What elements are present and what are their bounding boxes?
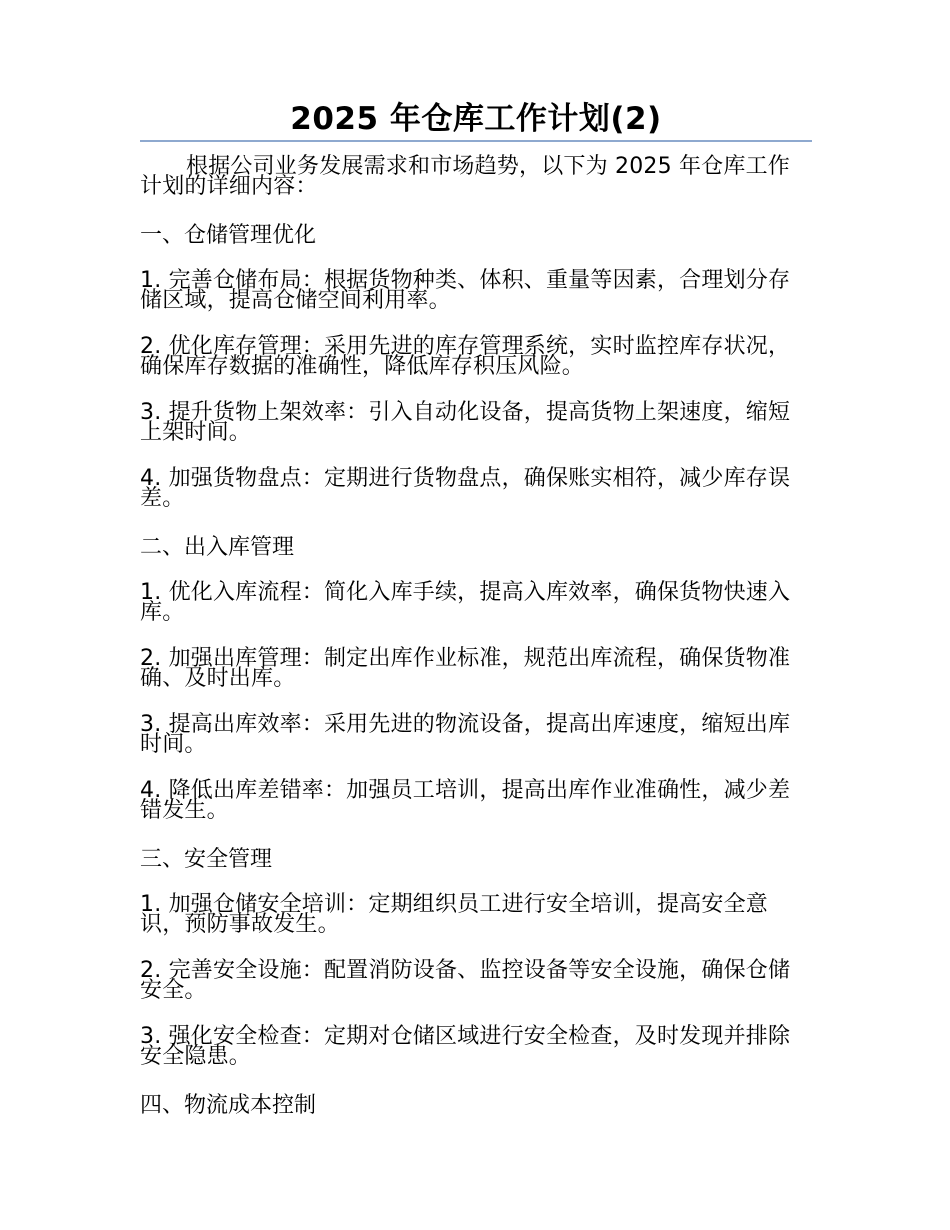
intro-paragraph: 根据公司业务发展需求和市场趋势，以下为 2025 年仓库工作计划的详细内容： <box>140 154 790 199</box>
document-title: 2025 年仓库工作计划(2) <box>290 101 662 137</box>
section-heading: 一、仓储管理优化 <box>140 223 317 248</box>
section-item: 3. 强化安全检查：定期对仓储区域进行安全检查，及时发现并排除安全隐患。 <box>140 1024 791 1069</box>
section-item: 1. 完善仓储布局：根据货物种类、体积、重量等因素，合理划分存储区域，提高仓储空间利用率。 <box>140 268 791 313</box>
section-item: 2. 优化库存管理：采用先进的库存管理系统，实时监控库存状况，确保库存数据的准确性，降低库存积压风险。 <box>140 334 791 379</box>
section-item: 4. 加强货物盘点：定期进行货物盘点，确保账实相符，减少库存误差。 <box>140 466 791 511</box>
section-item: 2. 完善安全设施：配置消防设备、监控设备等安全设施，确保仓储安全。 <box>140 958 791 1003</box>
section-item: 4. 降低出库差错率：加强员工培训，提高出库作业准确性，减少差错发生。 <box>140 778 791 823</box>
section-item: 2. 加强出库管理：制定出库作业标准，规范出库流程，确保货物准确、及时出库。 <box>140 646 791 691</box>
section-heading: 三、安全管理 <box>140 847 273 872</box>
section-item: 1. 加强仓储安全培训：定期组织员工进行安全培训，提高安全意识，预防事故发生。 <box>140 892 768 937</box>
section-heading: 二、出入库管理 <box>140 535 295 560</box>
title-underline <box>140 140 812 142</box>
section-item: 1. 优化入库流程：简化入库手续，提高入库效率，确保货物快速入库。 <box>140 580 791 625</box>
section-item: 3. 提升货物上架效率：引入自动化设备，提高货物上架速度，缩短上架时间。 <box>140 400 791 445</box>
section-item: 3. 提高出库效率：采用先进的物流设备，提高出库速度，缩短出库时间。 <box>140 712 791 757</box>
document-page <box>140 100 812 1141</box>
section-heading: 四、物流成本控制 <box>140 1093 317 1118</box>
